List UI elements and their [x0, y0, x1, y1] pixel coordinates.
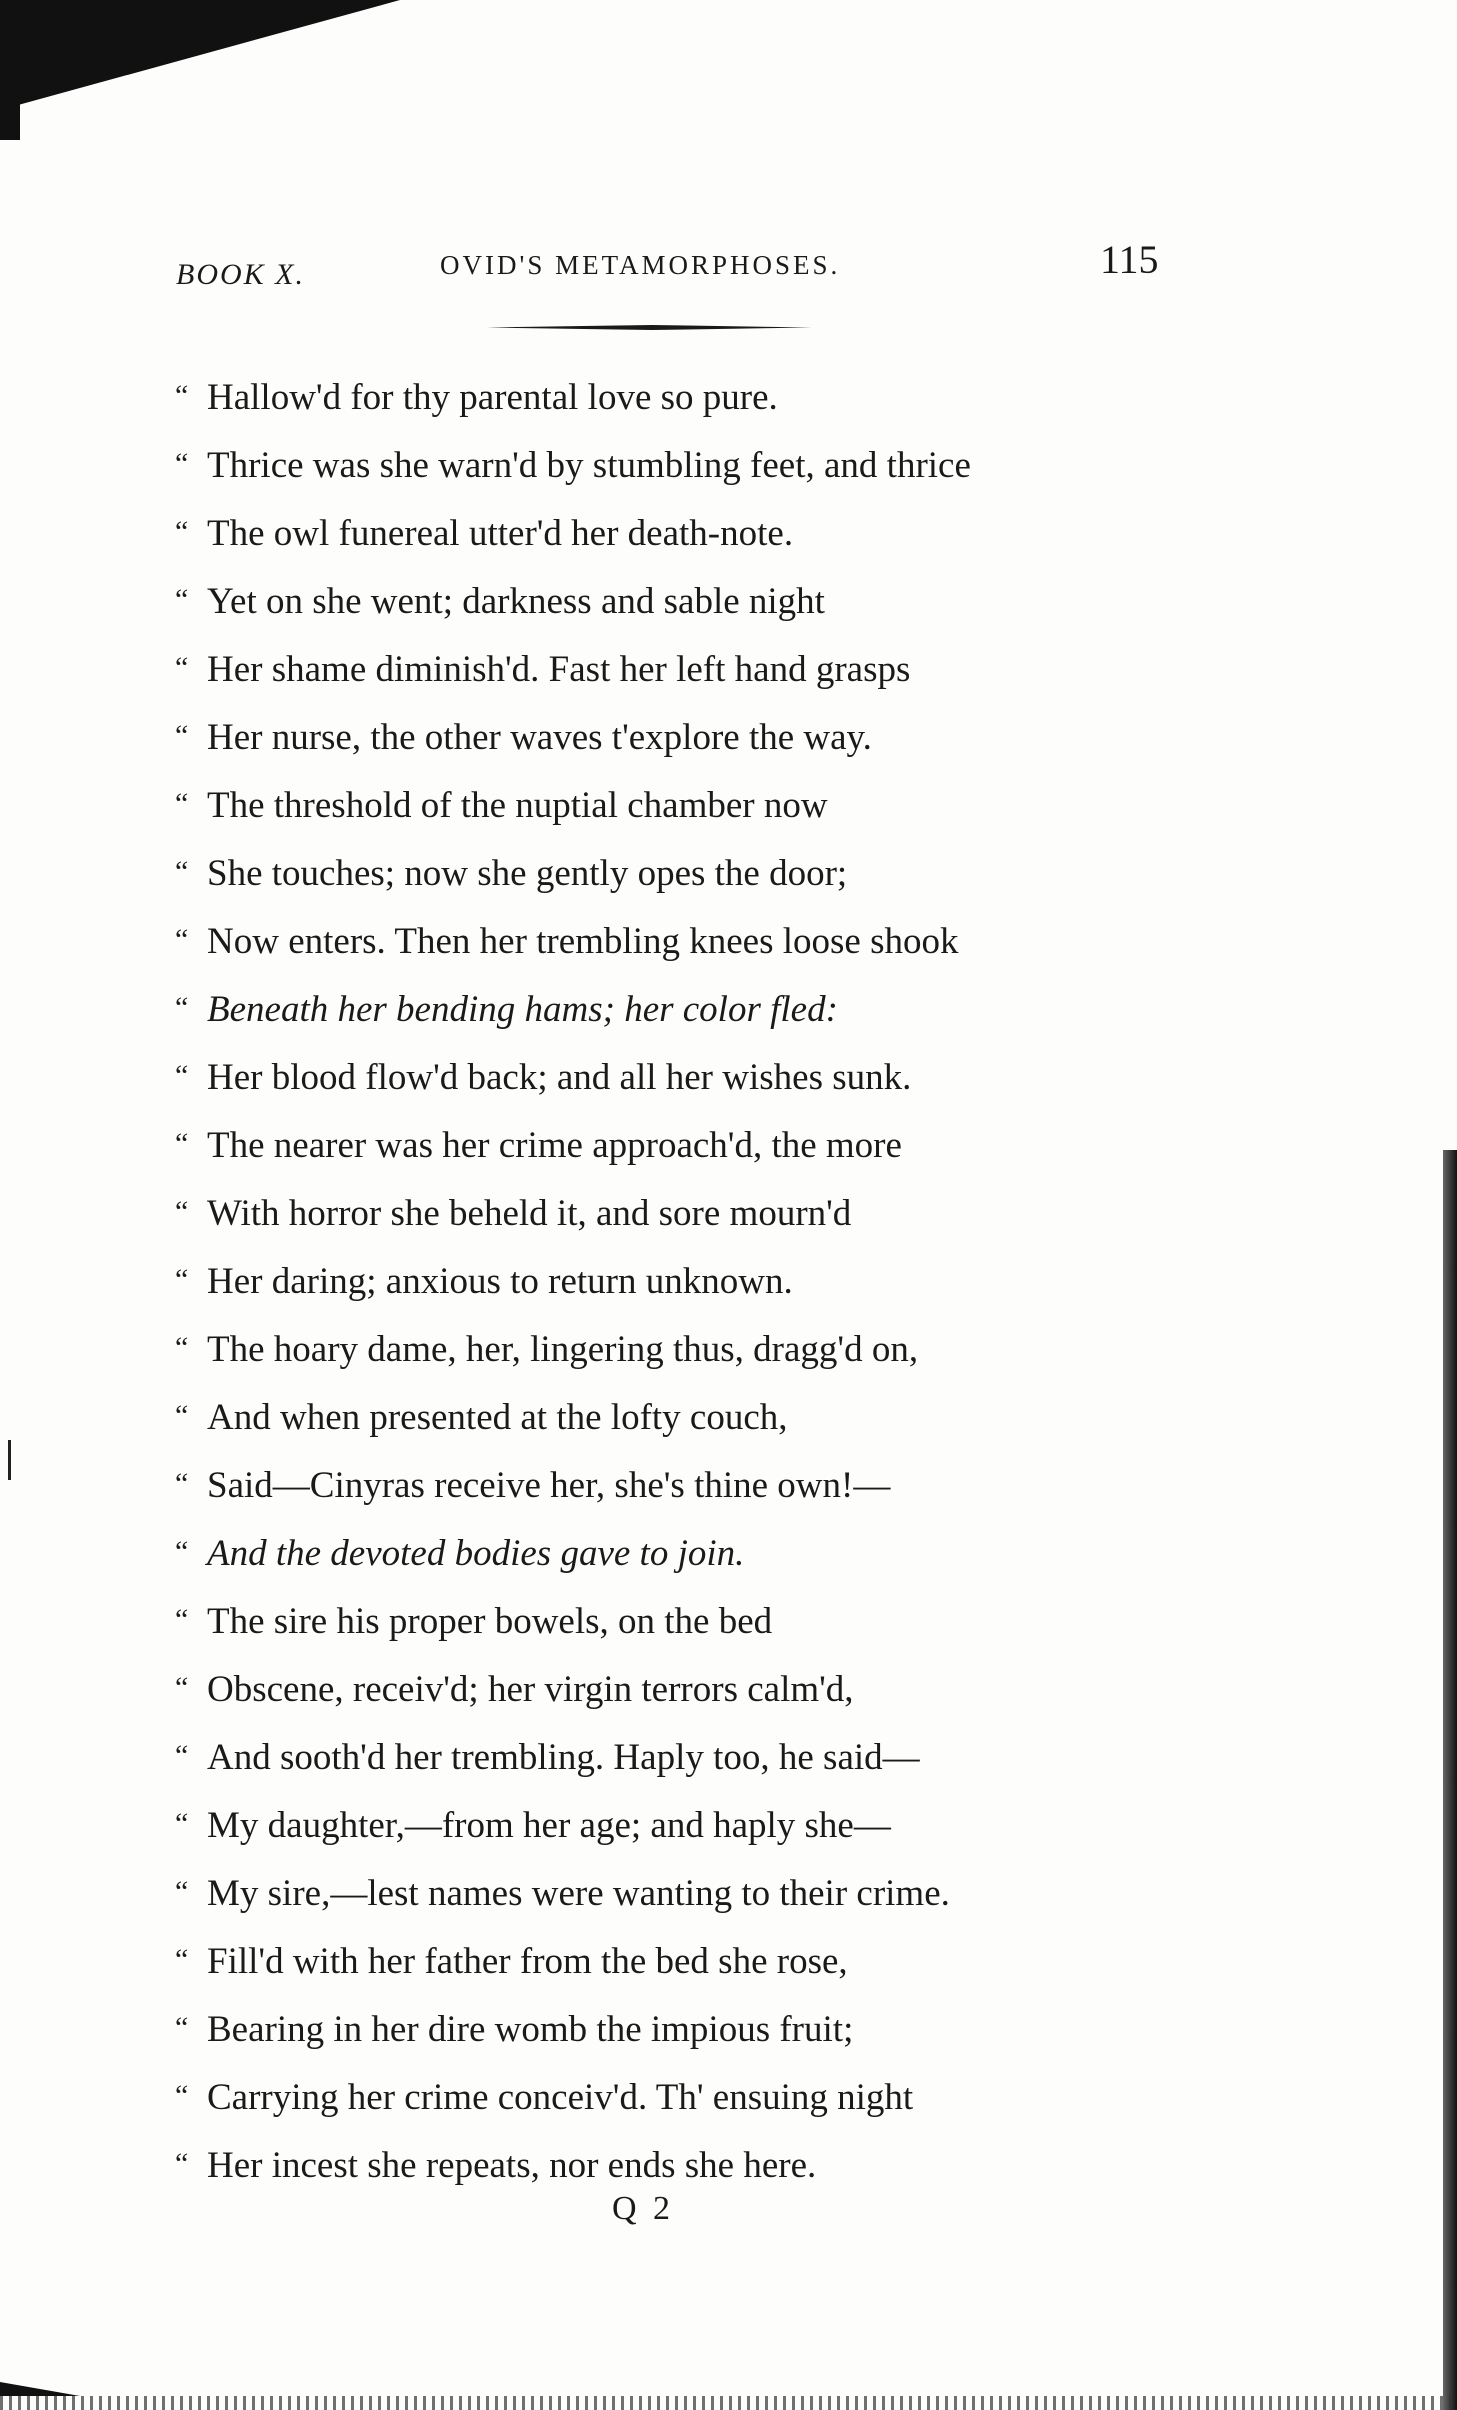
- verse-text: Carrying her crime conceiv'd. Th' ensuing night: [207, 2077, 914, 2118]
- verse-text: Yet on she went; darkness and sable night: [207, 581, 825, 622]
- verse-line: [175, 366, 778, 426]
- quote-mark: “: [175, 2147, 189, 2180]
- scan-left-mark: [8, 1440, 11, 1480]
- verse-text: Bearing in her dire womb the impious fruit;: [207, 2009, 854, 2050]
- verse-line: [175, 1318, 918, 1378]
- quote-mark: “: [175, 1943, 189, 1976]
- verse-text: With horror she beheld it, and sore mourn'd: [207, 1193, 852, 1234]
- verse-line: [175, 570, 825, 630]
- verse-line: [175, 1046, 911, 1106]
- header-rule: [487, 325, 812, 330]
- verse-text: Thrice was she warn'd by stumbling feet, and thrice: [207, 445, 971, 486]
- verse-text: Fill'd with her father from the bed she rose,: [207, 1941, 848, 1982]
- quote-mark: “: [175, 1739, 189, 1772]
- quote-mark: “: [175, 447, 189, 480]
- verse-text: The owl funereal utter'd her death-note.: [207, 513, 794, 554]
- quote-mark: “: [175, 787, 189, 820]
- verse-text: Her daring; anxious to return unknown.: [207, 1261, 793, 1302]
- quote-mark: “: [175, 379, 189, 412]
- quote-mark: “: [175, 1671, 189, 1704]
- signature-mark: Q 2: [612, 2190, 675, 2227]
- running-head-book: BOOK X.: [176, 258, 305, 291]
- quote-mark: “: [175, 583, 189, 616]
- verse-text: The sire his proper bowels, on the bed: [207, 1601, 773, 1642]
- scan-bottom-wedge: [0, 2382, 80, 2396]
- verse-line: [175, 1726, 920, 1786]
- page-number: 115: [1100, 237, 1159, 282]
- verse-text: My daughter,—from her age; and haply she—: [207, 1805, 891, 1846]
- quote-mark: “: [175, 719, 189, 752]
- quote-mark: “: [175, 1195, 189, 1228]
- quote-mark: “: [175, 651, 189, 684]
- quote-mark: “: [175, 1399, 189, 1432]
- verse-line: [175, 1522, 744, 1582]
- verse-line: [175, 1454, 890, 1514]
- verse-line: [175, 978, 838, 1038]
- verse-text: The threshold of the nuptial chamber now: [207, 785, 828, 826]
- verse-line: [175, 1930, 848, 1990]
- verse-line: [175, 774, 828, 834]
- verse-line: [175, 910, 959, 970]
- verse-line: [175, 502, 793, 562]
- verse-line: [175, 2134, 816, 2194]
- verse-text: And sooth'd her trembling. Haply too, he said—: [207, 1737, 920, 1778]
- verse-line: [175, 1590, 772, 1650]
- verse-text: The hoary dame, her, lingering thus, dragg'd on,: [207, 1329, 919, 1370]
- quote-mark: “: [175, 1875, 189, 1908]
- quote-mark: “: [175, 2011, 189, 2044]
- verse-line: [175, 706, 872, 766]
- quote-mark: “: [175, 1467, 189, 1500]
- verse-line: [175, 2066, 913, 2126]
- verse-text: Hallow'd for thy parental love so pure.: [207, 377, 778, 418]
- quote-mark: “: [175, 855, 189, 888]
- verse-line: [175, 1250, 793, 1310]
- quote-mark: “: [175, 515, 189, 548]
- verse-text: Beneath her bending hams; her color fled:: [207, 989, 838, 1030]
- scan-bottom-edge: [0, 2396, 1457, 2410]
- quote-mark: “: [175, 1807, 189, 1840]
- running-head-title: OVID'S METAMORPHOSES.: [440, 250, 841, 280]
- quote-mark: “: [175, 991, 189, 1024]
- quote-mark: “: [175, 1535, 189, 1568]
- verse-line: [175, 1794, 891, 1854]
- verse-text: My sire,—lest names were wanting to their crime.: [207, 1873, 950, 1914]
- verse-line: [175, 1998, 853, 2058]
- scan-corner-shadow: [0, 0, 400, 110]
- quote-mark: “: [175, 1331, 189, 1364]
- verse-line: [175, 434, 971, 494]
- verse-line: [175, 638, 910, 698]
- verse-line: [175, 1386, 788, 1446]
- verse-text: Her incest she repeats, nor ends she here.: [207, 2145, 817, 2186]
- verse-line: [175, 842, 847, 902]
- verse-text: Her shame diminish'd. Fast her left hand grasps: [207, 649, 911, 690]
- verse-line: [175, 1182, 851, 1242]
- quote-mark: “: [175, 2079, 189, 2112]
- verse-text: And when presented at the lofty couch,: [207, 1397, 788, 1438]
- verse-line: [175, 1658, 854, 1718]
- verse-text: Now enters. Then her trembling knees loose shook: [207, 921, 959, 962]
- verse-text: The nearer was her crime approach'd, the more: [207, 1125, 902, 1166]
- quote-mark: “: [175, 1263, 189, 1296]
- quote-mark: “: [175, 1059, 189, 1092]
- verse-text: She touches; now she gently opes the door;: [207, 853, 848, 894]
- quote-mark: “: [175, 923, 189, 956]
- scan-right-edge: [1443, 1150, 1457, 2410]
- verse-line: [175, 1114, 902, 1174]
- verse-text: Her nurse, the other waves t'explore the way.: [207, 717, 872, 758]
- quote-mark: “: [175, 1127, 189, 1160]
- verse-text: And the devoted bodies gave to join.: [207, 1533, 745, 1574]
- verse-text: Her blood flow'd back; and all her wishes sunk.: [207, 1057, 912, 1098]
- scan-edge-shadow: [0, 0, 20, 140]
- quote-mark: “: [175, 1603, 189, 1636]
- verse-text: Obscene, receiv'd; her virgin terrors calm'd,: [207, 1669, 854, 1710]
- verse-line: [175, 1862, 950, 1922]
- verse-text: Said—Cinyras receive her, she's thine own!—: [207, 1465, 891, 1506]
